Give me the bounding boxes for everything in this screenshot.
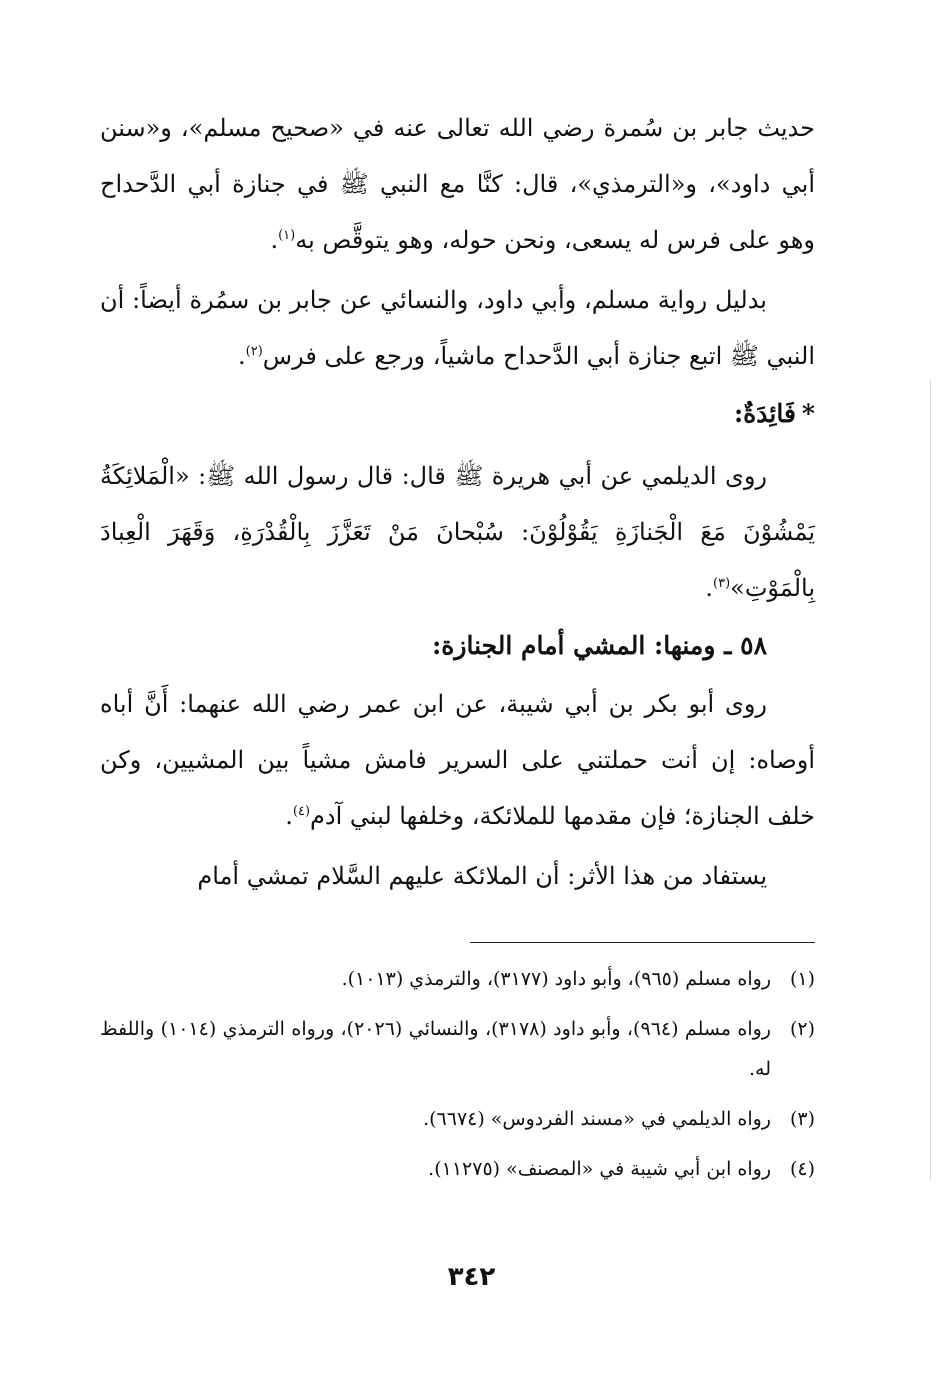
footnote-number: (٢) xyxy=(789,1018,815,1040)
paragraph-4 xyxy=(100,676,815,844)
paragraph-3-end: . xyxy=(705,574,713,602)
footnote-text: رواه ابن أبي شيبة في «المصنف» (١١٢٧٥). xyxy=(428,1158,771,1180)
footnote-number: (١) xyxy=(789,968,815,990)
footnote-4 xyxy=(100,1149,815,1189)
footnote-text: رواه الديلمي في «مسند الفردوس» (٦٦٧٤). xyxy=(423,1108,771,1130)
footnote-1 xyxy=(100,959,815,999)
page-body xyxy=(100,100,815,1340)
paragraph-2 xyxy=(100,272,815,384)
faida-heading-label: فَائِدَةٌ: xyxy=(733,399,796,428)
star-icon: * xyxy=(801,399,815,428)
footnote-number: (٤) xyxy=(789,1158,815,1180)
footnotes xyxy=(100,959,815,1189)
paragraph-2-text: بدليل رواية مسلم، وأبي داود، والنسائي عن جابر بن سمُرة أيضاً: أن النبي ﷺ اتبع جنازة أبي الدَّحداح ماشياً، ورجع على فرس xyxy=(100,286,815,370)
paragraph-4-end: . xyxy=(285,802,293,830)
footnote-3 xyxy=(100,1099,815,1139)
page-number: ٣٤٢ xyxy=(447,1262,496,1292)
scan-edge-line xyxy=(930,380,931,1180)
paragraph-1-text: حديث جابر بن سُمرة رضي الله تعالى عنه في «صحيح مسلم»، و«سنن أبي داود»، و«الترمذي»، قال: كنَّا مع النبي ﷺ في جنازة أبي الدَّحداح وهو على فرس له يسعى، ونحن حوله، وهو يتوقَّص به xyxy=(100,114,816,254)
paragraph-3-text: روى الديلمي عن أبي هريرة ﷺ قال: قال رسول الله ﷺ: «الْمَلائِكَةُ يَمْشُوْنَ مَعَ الْجَنازَةِ يَقُوْلُوْنَ: سُبْحانَ مَنْ تَعَزَّزَ بِالْقُدْرَةِ، وَقَهَرَ الْعِبادَ بِالْمَوْتِ» xyxy=(100,462,815,602)
paragraph-1 xyxy=(100,100,815,268)
paragraph-4-text: روى أبو بكر بن أبي شيبة، عن ابن عمر رضي الله عنهما: أَنَّ أباه أوصاه: إن أنت حملتني على السرير فامش مشياً بين المشيين، وكن خلف الجنازة؛ فإن مقدمها للملائكة، وخلفها لبني آدم xyxy=(100,690,815,830)
paragraph-5 xyxy=(100,848,815,904)
paragraph-3 xyxy=(100,448,815,616)
footnote-2 xyxy=(100,1009,815,1089)
footnote-ref-1[interactable]: (١) xyxy=(278,228,296,243)
footnote-text: رواه مسلم (٩٦٥)، وأبو داود (٣١٧٧)، والترمذي (١٠١٣). xyxy=(341,968,771,990)
footnote-number: (٣) xyxy=(789,1108,815,1130)
footnote-divider xyxy=(470,942,815,943)
footnote-ref-3[interactable]: (٣) xyxy=(713,576,731,591)
paragraph-5-text: يستفاد من هذا الأثر: أن الملائكة عليهم السَّلام تمشي أمام xyxy=(197,862,767,890)
faida-heading xyxy=(100,384,815,444)
footnote-ref-4[interactable]: (٤) xyxy=(292,804,311,819)
footnote-ref-2[interactable]: (٢) xyxy=(245,344,263,359)
paragraph-1-end: . xyxy=(270,226,279,254)
footnote-text: رواه مسلم (٩٦٤)، وأبو داود (٣١٧٨)، والنسائي (٢٠٢٦)، ورواه الترمذي (١٠١٤) واللفظ له. xyxy=(100,1018,771,1080)
paragraph-2-end: . xyxy=(238,342,246,370)
section-heading: ٥٨ ـ ومنها: المشي أمام الجنازة: xyxy=(432,631,767,660)
